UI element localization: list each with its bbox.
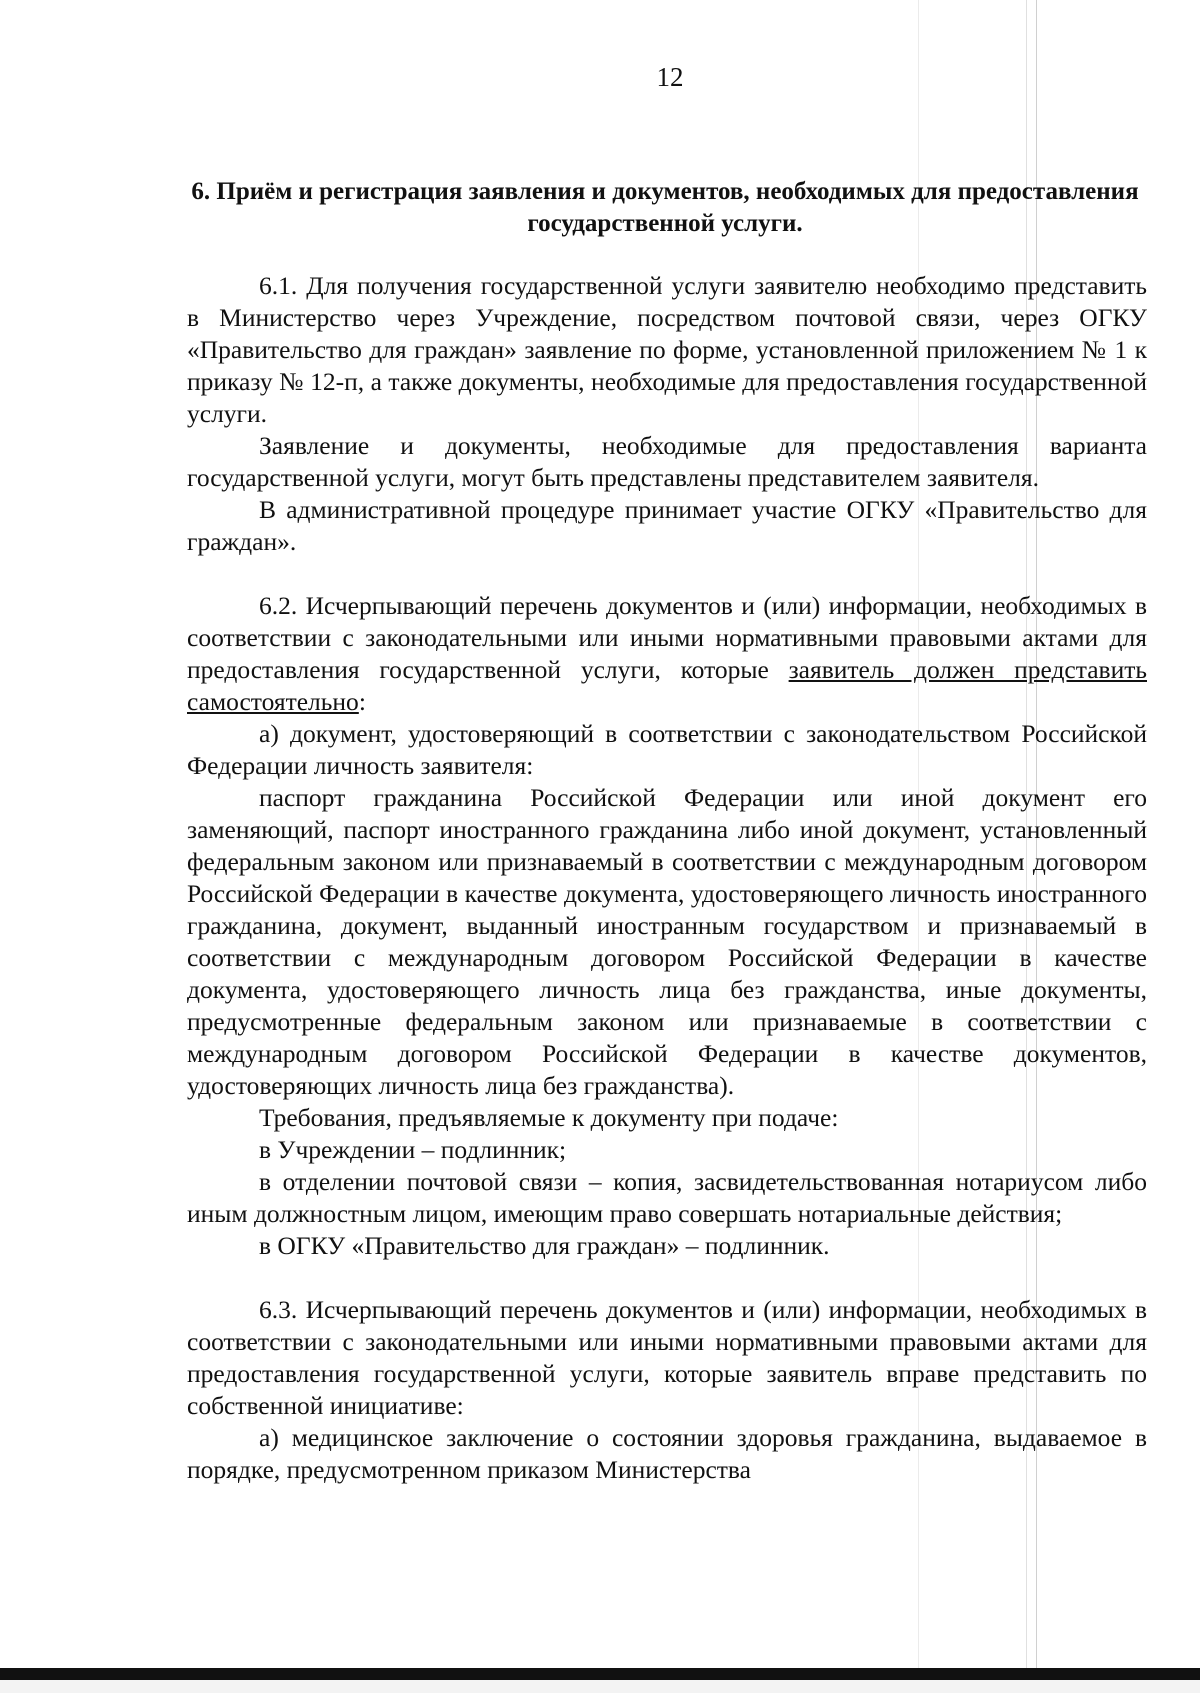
paragraph-ogku-original: в ОГКУ «Правительство для граждан» – подлинник. [259, 1231, 830, 1260]
page-number: 12 [656, 62, 684, 92]
paragraph-post-office-copy: в отделении почтовой связи – копия, засвидетельствованная нотариусом либо иным должностным лицом, имеющим право совершать нотариальные действия; [187, 1167, 1147, 1228]
paragraph-institution-original: в Учреждении – подлинник; [259, 1135, 567, 1164]
paragraph-procedure-participant: В административной процедуре принимает участие ОГКУ «Правительство для граждан». [187, 495, 1147, 556]
paragraph-representative: Заявление и документы, необходимые для предоставления варианта государственной услуги, могут быть представлены представителем заявителя. [187, 431, 1147, 492]
paragraph-6-2-text: 6.2. Исчерпывающий перечень документов и (или) информации, необходимых в соответствии с законодательными или иными нормативными правовыми актами для предоставления государственной услуги, которые [187, 591, 1147, 684]
document-body [187, 270, 1147, 1486]
scan-bottom-margin [0, 1680, 1200, 1693]
paragraph-item-a-identity: а) документ, удостоверяющий в соответствии с законодательством Российской Федерации личность заявителя: [187, 719, 1147, 780]
paragraph-6-1: 6.1. Для получения государственной услуги заявителю необходимо представить в Министерство через Учреждение, посредством почтовой связи, через ОГКУ «Правительство для граждан» заявление по форме, установленной приложением № 1 к приказу № 12-п, а также документы, необходимые для предоставления государственной услуги. [187, 271, 1147, 428]
paragraph-item-a-medical: а) медицинское заключение о состоянии здоровья гражданина, выдаваемое в порядке, предусмотренном приказом Министерства [187, 1423, 1147, 1484]
paragraph-6-2-end: : [358, 687, 366, 716]
paragraph-passport-list: паспорт гражданина Российской Федерации или иной документ его заменяющий, паспорт иностранного гражданина либо иной документ, установленный федеральным законом или признаваемый в соответствии с международным договором Российской Федерации в качестве документа, удостоверяющего личность иностранного гражданина, документ, выданный иностранным государством и признаваемый в соответствии с международным договором Российской Федерации в качестве документа, удостоверяющего личность лица без гражданства, иные документы, предусмотренные федеральным законом или признаваемые в соответствии с международным договором Российской Федерации в качестве документов, удостоверяющих личность лица без гражданства). [187, 783, 1147, 1100]
paragraph-requirements: Требования, предъявляемые к документу при подаче: [259, 1103, 839, 1132]
section-title: 6. Приём и регистрация заявления и документов, необходимых для предоставления государственной услуги. [191, 178, 1139, 237]
paragraph-6-2 [187, 590, 1147, 718]
scan-bottom-edge [0, 1668, 1200, 1680]
paragraph-6-3: 6.3. Исчерпывающий перечень документов и (или) информации, необходимых в соответствии с законодательными или иными нормативными правовыми актами для предоставления государственной услуги, которые заявитель вправе представить по собственной инициативе: [187, 1295, 1147, 1420]
underlined-phrase: заявитель должен представить самостоятельно [187, 655, 1147, 716]
